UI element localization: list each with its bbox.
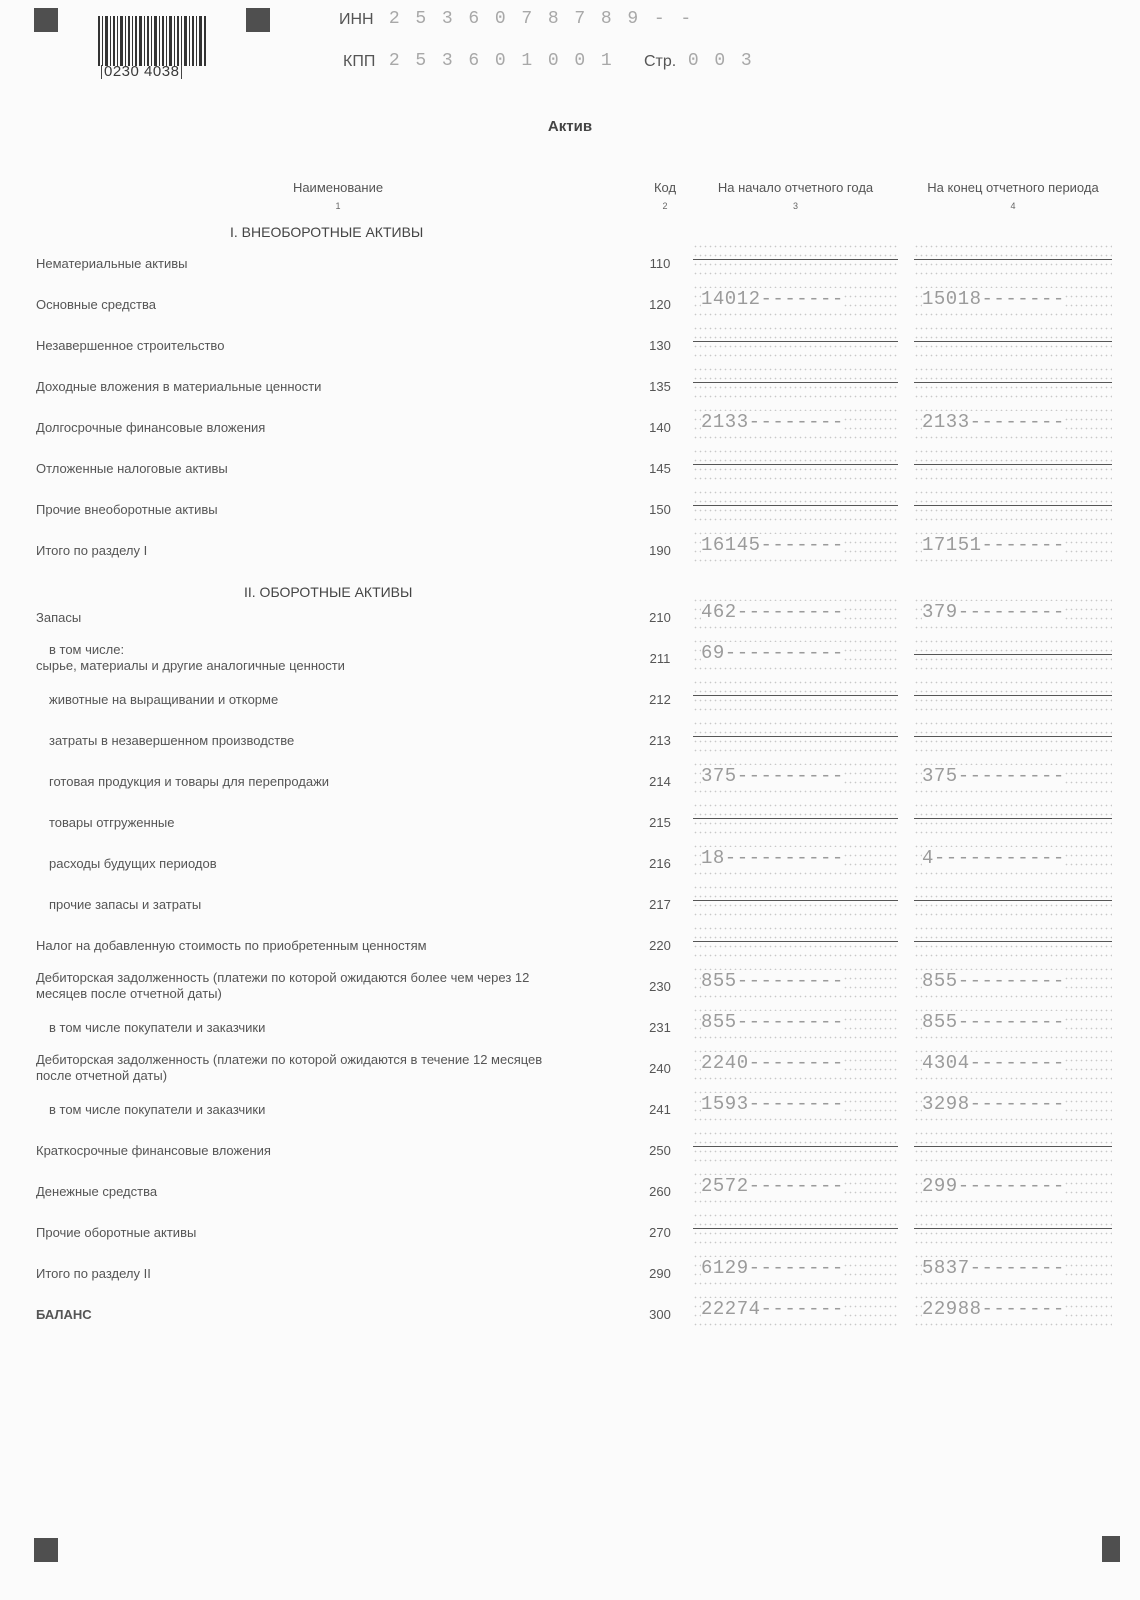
cell-value: 6129-------- <box>701 1257 844 1279</box>
row-name-line: после отчетной даты) <box>36 1068 168 1083</box>
start-value-field <box>693 1293 898 1329</box>
table-row <box>0 534 1140 585</box>
row-name: готовая продукция и товары для перепродажи <box>49 774 330 789</box>
end-value-field <box>914 283 1112 319</box>
column-header-end: На конец отчетного периода <box>927 180 1099 195</box>
cell-value: 375--------- <box>922 765 1065 787</box>
start-value-field <box>693 1211 898 1247</box>
row-code: 140 <box>649 420 671 435</box>
row-name-line: Дебиторская задолженность (платежи по которой ожидаются в течение 12 месяцев <box>36 1052 543 1067</box>
inn-digit: 3 <box>441 9 453 29</box>
kpp-digit: 0 <box>494 51 506 71</box>
inn-digit: - <box>653 9 665 29</box>
end-value-field <box>914 529 1112 565</box>
end-value-field <box>914 1170 1112 1206</box>
end-value-field <box>914 406 1112 442</box>
row-name: Прочие оборотные активы <box>36 1225 197 1240</box>
row-name: в том числе покупатели и заказчики <box>49 1020 266 1035</box>
cell-value: 855--------- <box>701 1011 844 1033</box>
end-value-field <box>914 1006 1112 1042</box>
end-value-field <box>914 637 1112 673</box>
start-value-field <box>693 1088 898 1124</box>
row-code: 215 <box>649 815 671 830</box>
row-name: Незавершенное строительство <box>36 338 225 353</box>
start-value-field <box>693 596 898 632</box>
row-name: Основные средства <box>36 297 156 312</box>
cell-value: 18---------- <box>701 847 844 869</box>
row-code: 214 <box>649 774 671 789</box>
start-value-field <box>693 1047 898 1083</box>
row-code: 145 <box>649 461 671 476</box>
cell-value: 2240-------- <box>701 1052 844 1074</box>
cell-value: 69---------- <box>701 642 844 664</box>
row-code: 290 <box>649 1266 671 1281</box>
inn-digits <box>381 9 699 29</box>
row-name: расходы будущих периодов <box>49 856 217 871</box>
row-code: 210 <box>649 610 671 625</box>
start-value-field <box>693 283 898 319</box>
end-value-field <box>914 242 1112 278</box>
inn-digit: 5 <box>415 9 427 29</box>
cell-value: 4304-------- <box>922 1052 1065 1074</box>
start-value-field <box>693 447 898 483</box>
kpp-digit: 5 <box>415 51 427 71</box>
start-value-field <box>693 678 898 714</box>
row-name: Прочие внеоборотные активы <box>36 502 218 517</box>
row-code: 250 <box>649 1143 671 1158</box>
end-value-field <box>914 596 1112 632</box>
row-code: 130 <box>649 338 671 353</box>
row-name: прочие запасы и затраты <box>49 897 202 912</box>
start-value-field <box>693 842 898 878</box>
row-name: товары отгруженные <box>49 815 175 830</box>
inn-digit: 0 <box>494 9 506 29</box>
barcode-number: 0230 4038 <box>101 65 182 79</box>
kpp-digit: 6 <box>468 51 480 71</box>
row-name: Запасы <box>36 610 82 625</box>
inn-digit: 8 <box>600 9 612 29</box>
row-name-line: месяцев после отчетной даты) <box>36 986 222 1001</box>
page-digit: 0 <box>687 51 699 71</box>
kpp-digit: 0 <box>547 51 559 71</box>
end-value-field <box>914 1047 1112 1083</box>
row-code: 217 <box>649 897 671 912</box>
end-value-field <box>914 447 1112 483</box>
row-code: 240 <box>649 1061 671 1076</box>
row-name: Налог на добавленную стоимость по приобретенным ценностям <box>36 938 427 953</box>
column-number-end: 4 <box>1010 201 1016 211</box>
kpp-digit: 0 <box>574 51 586 71</box>
cell-value: 3298-------- <box>922 1093 1065 1115</box>
row-name: Долгосрочные финансовые вложения <box>36 420 266 435</box>
row-name: БАЛАНС <box>36 1307 92 1322</box>
row-name: в том числе покупатели и заказчики <box>49 1102 266 1117</box>
row-code: 211 <box>649 651 671 666</box>
start-value-field <box>693 365 898 401</box>
end-value-field <box>914 488 1112 524</box>
inn-digit: 7 <box>574 9 586 29</box>
start-value-field <box>693 719 898 755</box>
end-value-field <box>914 719 1112 755</box>
start-value-field <box>693 1006 898 1042</box>
start-value-field <box>693 1170 898 1206</box>
page-label: Стр. <box>644 53 677 70</box>
row-name <box>36 1052 626 1084</box>
row-name: Нематериальные активы <box>36 256 188 271</box>
end-value-field <box>914 760 1112 796</box>
start-value-field <box>693 1252 898 1288</box>
row-code: 150 <box>649 502 671 517</box>
cell-value: 1593-------- <box>701 1093 844 1115</box>
start-value-field <box>693 529 898 565</box>
row-name <box>36 642 626 674</box>
start-value-field <box>693 883 898 919</box>
row-name: Отложенные налоговые активы <box>36 461 228 476</box>
end-value-field <box>914 324 1112 360</box>
cell-value: 462--------- <box>701 601 844 623</box>
start-value-field <box>693 924 898 960</box>
page-digit: 0 <box>714 51 726 71</box>
cell-value: 4----------- <box>922 847 1065 869</box>
cell-value: 17151------- <box>922 534 1065 556</box>
cell-value: 855--------- <box>922 1011 1065 1033</box>
row-name <box>36 970 626 1002</box>
registration-marker-bottom-left <box>34 1538 58 1562</box>
column-number-start: 3 <box>792 201 798 211</box>
end-value-field <box>914 1293 1112 1329</box>
inn-label: ИНН <box>339 11 374 28</box>
start-value-field <box>693 488 898 524</box>
row-code: 300 <box>649 1307 671 1322</box>
start-value-field <box>693 965 898 1001</box>
row-name: животные на выращивании и откорме <box>49 692 279 707</box>
inn-digit: 2 <box>388 9 400 29</box>
kpp-digit: 3 <box>441 51 453 71</box>
end-value-field <box>914 1129 1112 1165</box>
section-heading-current: II. ОБОРОТНЫЕ АКТИВЫ <box>244 584 413 600</box>
start-value-field <box>693 637 898 673</box>
start-value-field <box>693 1129 898 1165</box>
cell-value: 22274------- <box>701 1298 844 1320</box>
cell-value: 855--------- <box>701 970 844 992</box>
row-code: 241 <box>649 1102 671 1117</box>
kpp-digit: 2 <box>388 51 400 71</box>
row-code: 120 <box>649 297 671 312</box>
start-value-field <box>693 760 898 796</box>
row-code: 220 <box>649 938 671 953</box>
inn-digit: 9 <box>627 9 639 29</box>
cell-value: 16145------- <box>701 534 844 556</box>
end-value-field <box>914 965 1112 1001</box>
kpp-digit: 1 <box>521 51 533 71</box>
inn-digit: 8 <box>547 9 559 29</box>
cell-value: 14012------- <box>701 288 844 310</box>
end-value-field <box>914 365 1112 401</box>
column-header-start: На начало отчетного года <box>717 180 874 195</box>
cell-value: 22988------- <box>922 1298 1065 1320</box>
column-number-name: 1 <box>335 201 341 211</box>
end-value-field <box>914 924 1112 960</box>
row-name: Краткосрочные финансовые вложения <box>36 1143 271 1158</box>
cell-value: 2133-------- <box>922 411 1065 433</box>
page-digit: 3 <box>740 51 752 71</box>
end-value-field <box>914 883 1112 919</box>
cell-value: 2133-------- <box>701 411 844 433</box>
column-header-name: Наименование <box>292 180 384 195</box>
row-code: 213 <box>649 733 671 748</box>
row-code: 231 <box>649 1020 671 1035</box>
cell-value: 2572-------- <box>701 1175 844 1197</box>
page-digits <box>680 51 760 71</box>
registration-marker-top-center <box>246 8 270 32</box>
row-name-line: в том числе: <box>49 642 125 657</box>
row-name-line: Дебиторская задолженность (платежи по которой ожидаются более чем через 12 <box>36 970 530 985</box>
registration-marker-bottom-right <box>1102 1536 1120 1562</box>
row-name: Доходные вложения в материальные ценности <box>36 379 322 394</box>
column-header-code: Код <box>653 180 677 195</box>
registration-marker-top-left <box>34 8 58 32</box>
row-name: Денежные средства <box>36 1184 158 1199</box>
start-value-field <box>693 242 898 278</box>
cell-value: 379--------- <box>922 601 1065 623</box>
row-name-line: сырье, материалы и другие аналогичные ценности <box>36 658 345 673</box>
end-value-field <box>914 1088 1112 1124</box>
start-value-field <box>693 406 898 442</box>
kpp-digits <box>381 51 620 71</box>
row-code: 212 <box>649 692 671 707</box>
row-code: 230 <box>649 979 671 994</box>
row-code: 110 <box>649 256 671 271</box>
row-code: 216 <box>649 856 671 871</box>
column-number-code: 2 <box>662 201 668 211</box>
end-value-field <box>914 801 1112 837</box>
row-code: 260 <box>649 1184 671 1199</box>
page-title: Актив <box>547 118 593 135</box>
end-value-field <box>914 1252 1112 1288</box>
start-value-field <box>693 324 898 360</box>
end-value-field <box>914 1211 1112 1247</box>
start-value-field <box>693 801 898 837</box>
row-name: Итого по разделу II <box>36 1266 151 1281</box>
cell-value: 299--------- <box>922 1175 1065 1197</box>
barcode-icon <box>98 16 208 66</box>
section-heading-noncurrent: I. ВНЕОБОРОТНЫЕ АКТИВЫ <box>230 224 424 240</box>
row-name: затраты в незавершенном производстве <box>49 733 295 748</box>
inn-digit: 7 <box>521 9 533 29</box>
inn-digit: 6 <box>468 9 480 29</box>
row-name: Итого по разделу I <box>36 543 148 558</box>
cell-value: 855--------- <box>922 970 1065 992</box>
end-value-field <box>914 678 1112 714</box>
row-code: 190 <box>649 543 671 558</box>
row-code: 270 <box>649 1225 671 1240</box>
table-row <box>0 1298 1140 1349</box>
inn-digit: - <box>680 9 692 29</box>
cell-value: 5837-------- <box>922 1257 1065 1279</box>
kpp-label: КПП <box>343 53 376 70</box>
row-code: 135 <box>649 379 671 394</box>
cell-value: 375--------- <box>701 765 844 787</box>
end-value-field <box>914 842 1112 878</box>
cell-value: 15018------- <box>922 288 1065 310</box>
kpp-digit: 1 <box>600 51 612 71</box>
